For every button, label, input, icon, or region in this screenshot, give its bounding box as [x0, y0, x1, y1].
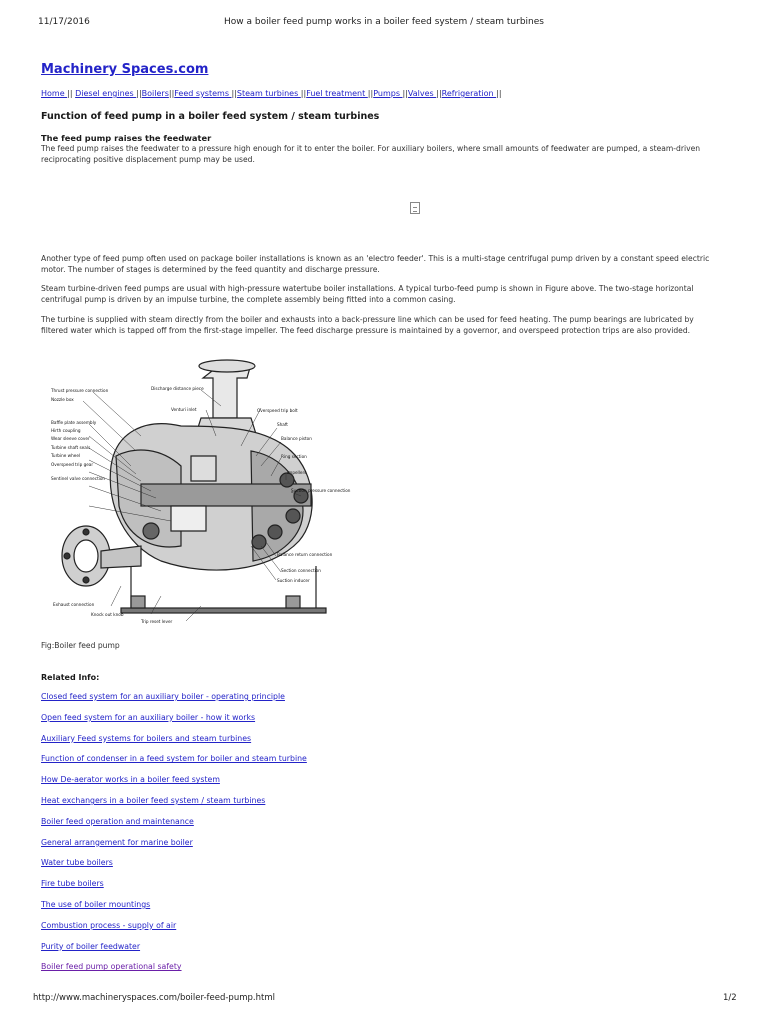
fig-label-ring-section: Ring section [281, 454, 307, 459]
nav-separator: || [136, 89, 142, 98]
fig-label-turbine-wheel: Turbine wheel [51, 453, 81, 458]
list-item [41, 900, 307, 921]
related-link-feedwater-purity[interactable]: Purity of boiler feedwater [41, 941, 141, 951]
list-item [41, 817, 307, 838]
nav-link-refrigeration[interactable]: Refrigeration [441, 89, 497, 98]
list-item [41, 754, 307, 775]
fig-label-thrust-pressure: Thrust pressure connection [51, 388, 109, 393]
broken-image-icon [410, 202, 420, 214]
related-links-list [41, 692, 307, 983]
paragraph-feed-pump-intro: The feed pump raises the feedwater to a pressure high enough for it to enter the boiler. For auxiliary boilers, where small amounts of feedwater are pumped, a steam-driven reciprocating positive displacement pump may be used. [41, 144, 701, 164]
fig-label-baffle-plate: Baffle plate assembly [51, 420, 97, 425]
fig-label-nozzle-box: Nozzle box [51, 397, 74, 402]
related-link-open-feed-system[interactable]: Open feed system for an auxiliary boiler - how it works [41, 712, 256, 722]
fig-label-impellers: Impellers [287, 470, 307, 475]
list-item [41, 942, 307, 963]
nav-link-pumps[interactable]: Pumps [373, 89, 403, 98]
related-link-condenser[interactable]: Function of condenser in a feed system for boiler and steam turbine [41, 754, 307, 764]
fig-label-shaft: Shaft [277, 422, 288, 427]
list-item [41, 713, 307, 734]
boiler-feed-pump-figure [41, 356, 371, 631]
site-title-link[interactable]: Machinery Spaces.com [41, 62, 209, 77]
related-link-fire-tube-boilers[interactable]: Fire tube boilers [41, 879, 104, 889]
related-link-de-aerator[interactable]: How De-aerator works in a boiler feed system [41, 775, 220, 785]
nav-separator: || [367, 89, 374, 98]
fig-label-trip-reset: Trip reset lever [141, 619, 173, 624]
nav-separator: || [168, 89, 175, 98]
paragraph-turbo-feed-pump: Steam turbine-driven feed pumps are usual with high-pressure watertube boiler installations. A typical turbo-feed pump is shown in Figure above. The two-stage horizontal centrifugal pump is driven by an impulse turbine, the complete assembly being fitted into a common casing. [41, 284, 694, 304]
print-page-number: 1/2 [723, 993, 737, 1003]
fig-label-overspeed-gear: Overspeed trip gear [51, 462, 94, 467]
fig-label-turbine-shaft: Turbine shaft seals [51, 445, 91, 450]
fig-label-balance-return: Balance return connection [277, 552, 333, 557]
nav-link-valves[interactable]: Valves [407, 89, 437, 98]
related-link-heat-exchangers[interactable]: Heat exchangers in a boiler feed system / steam turbines [41, 795, 266, 805]
list-item [41, 692, 307, 713]
list-item [41, 962, 307, 983]
fig-label-overspeed-trip: Overspeed trip bolt [257, 408, 298, 413]
nav-link-boilers[interactable]: Boilers [141, 89, 169, 98]
fig-label-section-connection: Section connection [281, 568, 321, 573]
related-link-combustion-process[interactable]: Combustion process - supply of air [41, 920, 177, 930]
list-item [41, 879, 307, 900]
nav-link-home[interactable]: Home [41, 89, 68, 98]
fig-label-balance-piston: Balance piston [281, 436, 312, 441]
nav-link-steam-turbines[interactable]: Steam turbines [236, 89, 301, 98]
related-link-water-tube-boilers[interactable]: Water tube boilers [41, 858, 113, 868]
list-item [41, 858, 307, 879]
related-link-closed-feed-system[interactable]: Closed feed system for an auxiliary boiler - operating principle [41, 692, 285, 701]
print-page-title: How a boiler feed pump works in a boiler feed system / steam turbines [224, 17, 544, 27]
nav-link-diesel-engines[interactable]: Diesel engines [75, 89, 137, 98]
fig-label-knock-out: Knock out knob [91, 612, 124, 617]
paragraph-turbine-supply: The turbine is supplied with steam directly from the boiler and exhausts into a back-pressure line which can be used for feed heating. The pump bearings are lubricated by filtered water which is tapped off from the first-stage impeller. The feed discharge pressure is maintained by a governor, and overspeed protection trips are also provided. [41, 315, 694, 335]
related-link-boiler-feed-operation[interactable]: Boiler feed operation and maintenance [41, 816, 194, 826]
nav-separator: || [67, 89, 73, 98]
fig-label-wear-sleeve: Wear sleeve cover [51, 436, 90, 441]
nav-separator: || [496, 89, 502, 98]
fig-label-venturi-inlet: Venturi inlet [171, 407, 197, 412]
article-subheading: The feed pump raises the feedwater [41, 133, 212, 143]
top-nav [41, 89, 502, 98]
fig-label-exhaust-connection: Exhaust connection [53, 602, 95, 607]
related-link-auxiliary-feed-systems[interactable]: Auxiliary Feed systems for boilers and steam turbines [41, 733, 252, 743]
paragraph-electro-feeder: Another type of feed pump often used on package boiler installations is known as an 'electro feeder'. This is a multi-stage centrifugal pump driven by a constant speed electric motor. The number of stages is determined by the feed quantity and discharge pressure. [41, 254, 710, 274]
print-date: 11/17/2016 [38, 17, 90, 27]
fig-label-suction-inducer: Suction inducer [277, 578, 310, 583]
list-item [41, 775, 307, 796]
fig-label-suction-pressure: Suction pressure connection [291, 488, 351, 493]
related-link-general-arrangement[interactable]: General arrangement for marine boiler [41, 837, 193, 847]
fig-label-sentinel-valve: Sentinel valve connection [51, 476, 106, 481]
list-item [41, 838, 307, 859]
article-title: Function of feed pump in a boiler feed system / steam turbines [41, 111, 380, 122]
related-info-heading: Related Info: [41, 673, 100, 682]
print-url: http://www.machineryspaces.com/boiler-feed-pump.html [33, 993, 275, 1003]
list-item [41, 796, 307, 817]
fig-label-discharge-distance: Discharge distance piece [151, 386, 204, 391]
nav-separator: || [300, 89, 307, 98]
fig-label-hirth-coupling: Hirth coupling [51, 428, 81, 433]
figure-caption: Fig:Boiler feed pump [41, 641, 120, 650]
related-link-boiler-mountings[interactable]: The use of boiler mountings [41, 899, 151, 909]
related-link-feed-pump-safety[interactable]: Boiler feed pump operational safety [41, 962, 182, 972]
list-item [41, 921, 307, 942]
nav-separator: || [436, 89, 442, 98]
list-item [41, 734, 307, 755]
nav-link-fuel-treatment[interactable]: Fuel treatment [306, 89, 368, 98]
nav-separator: || [231, 89, 237, 98]
nav-separator: || [402, 89, 408, 98]
nav-link-feed-systems[interactable]: Feed systems [174, 89, 232, 98]
